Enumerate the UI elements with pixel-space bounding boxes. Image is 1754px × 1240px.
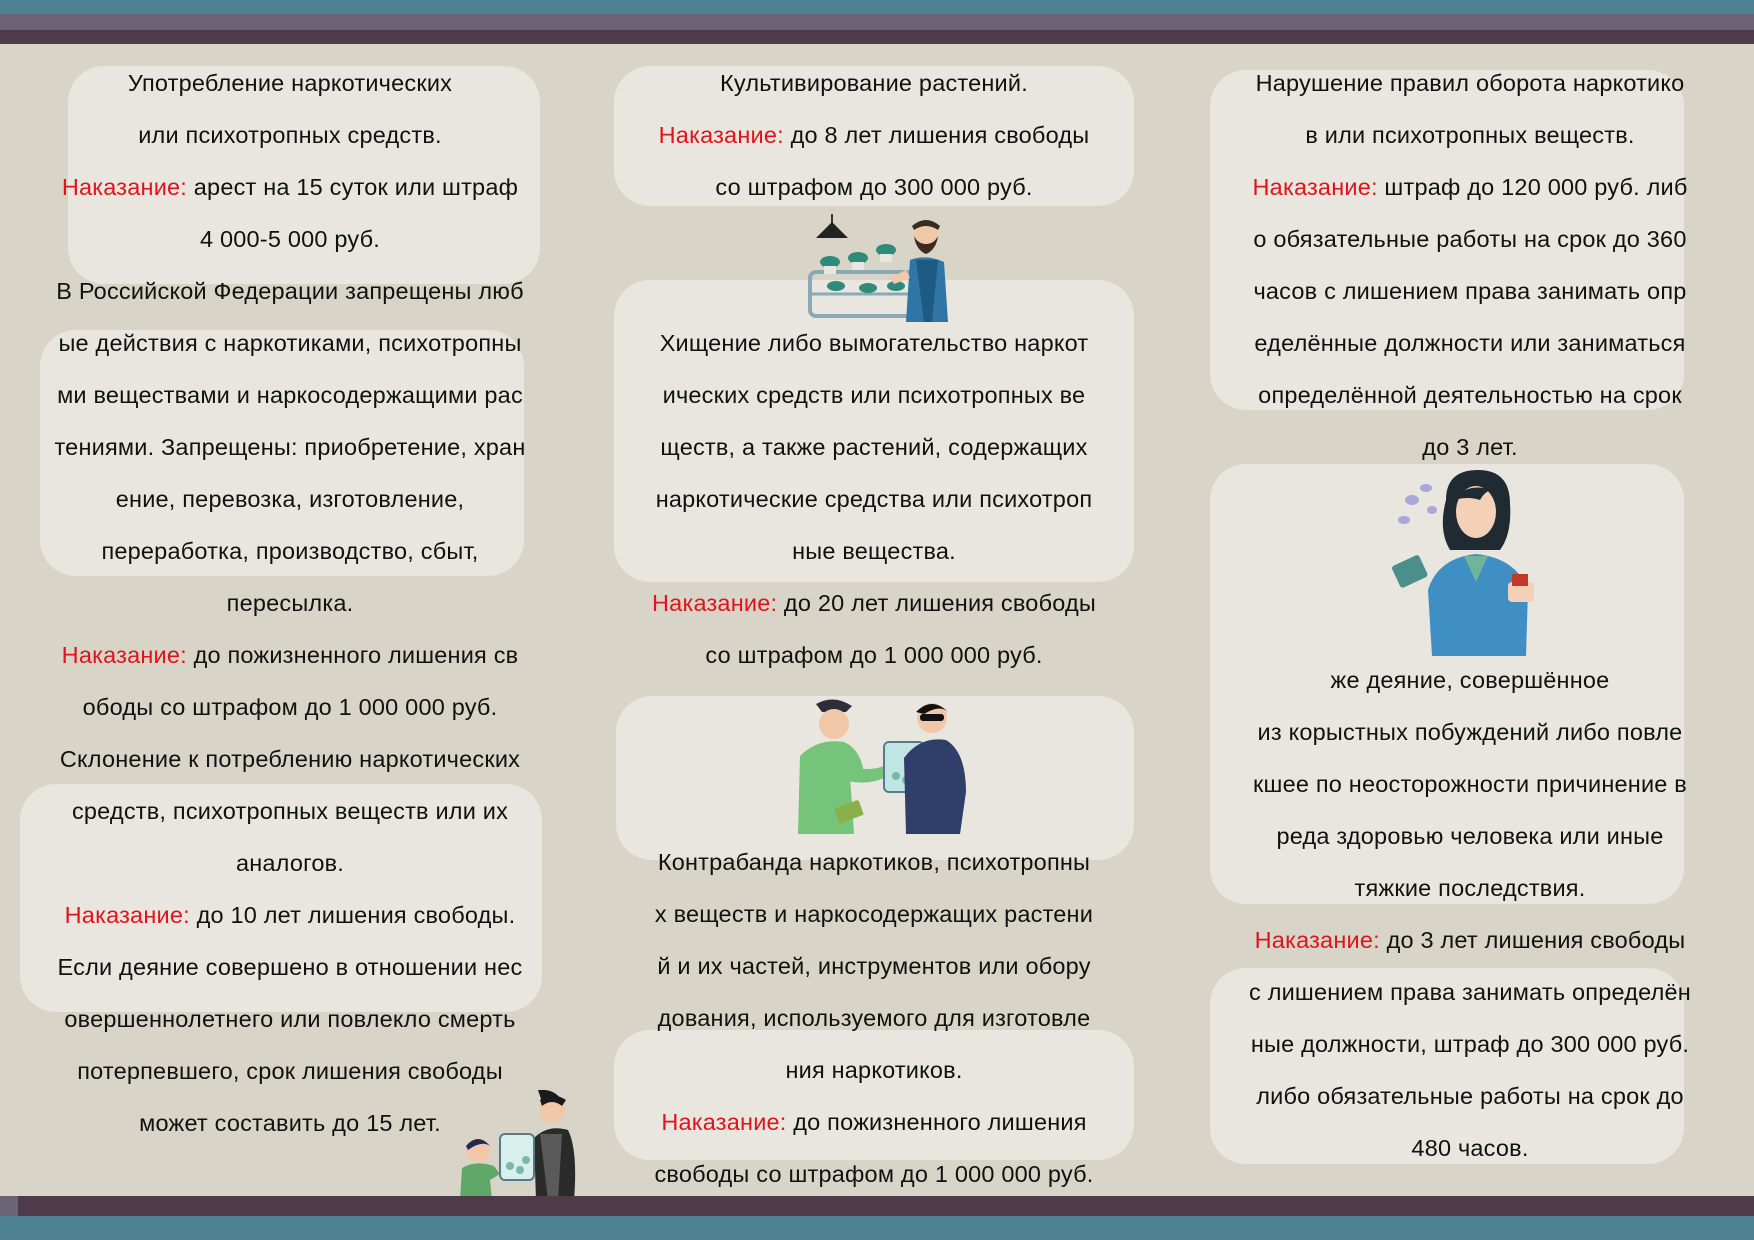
penalty-line: еделённые должности или заниматься	[1254, 330, 1686, 356]
text-line: потерпевшего, срок лишения свободы	[77, 1058, 503, 1084]
text-line: х веществ и наркосодержащих растени	[654, 901, 1094, 927]
text-line: ные вещества.	[792, 538, 956, 564]
text-line: ми веществами и наркосодержащими рас	[57, 382, 523, 408]
penalty-line: о обязательные работы на срок до 360	[1253, 226, 1687, 252]
penalty-text: штраф до 120 000 руб. либ	[1377, 174, 1688, 200]
penalty-text: до 10 лет лишения свободы.	[189, 902, 516, 928]
penalty-line: определённой деятельностью на срок	[1258, 382, 1682, 408]
penalty-line: с лишением права занимать определён	[1249, 979, 1691, 1005]
text-line: ые действия с наркотиками, психотропны	[58, 330, 522, 356]
text-line: Нарушение правил оборота наркотико	[1255, 70, 1685, 96]
penalty-line	[1200, 914, 1740, 966]
text-line: овершеннолетнего или повлекло смерть	[64, 1006, 516, 1032]
column-1	[20, 57, 560, 1149]
frame-bottom-gray	[0, 1196, 18, 1216]
penalty-line: часов с лишением права занимать опр	[1253, 278, 1687, 304]
penalty-label: Наказание:	[1252, 174, 1378, 200]
penalty-line: со штрафом до 300 000 руб.	[715, 174, 1033, 200]
text-line: реда здоровью человека или иные	[1276, 823, 1664, 849]
text-line: или психотропных средств.	[138, 122, 442, 148]
adult-child-jar-illustration	[450, 1090, 600, 1200]
penalty-line: со штрафом до 1 000 000 руб.	[705, 642, 1043, 668]
penalty-line: до 3 лет.	[1422, 434, 1518, 460]
penalty-text: до 3 лет лишения свободы	[1379, 927, 1686, 953]
penalty-line: 480 часов.	[1411, 1135, 1529, 1161]
penalty-line	[1200, 161, 1740, 213]
penalty-label: Наказание:	[652, 590, 778, 616]
penalty-label: Наказание:	[61, 642, 187, 668]
penalty-label: Наказание:	[61, 174, 188, 200]
text-line: ободы со штрафом до 1 000 000 руб.	[82, 694, 498, 720]
penalty-text: до пожизненного лишения	[786, 1109, 1087, 1135]
text-line: В Российской Федерации запрещены люб	[56, 278, 524, 304]
penalty-line	[604, 1096, 1144, 1148]
column-3-top	[1200, 57, 1740, 473]
column-2-mid	[604, 317, 1144, 681]
frame-top-gray	[0, 14, 1754, 30]
text-line: средств, психотропных веществ или их	[71, 798, 509, 824]
penalty-label: Наказание:	[661, 1109, 787, 1135]
frame-bottom-plum	[18, 1196, 1754, 1216]
text-line: аналогов.	[235, 850, 345, 876]
penalty-text: до пожизненного лишения св	[186, 642, 519, 668]
penalty-label: Наказание:	[658, 122, 784, 148]
text-line: наркотические средства или психотроп	[655, 486, 1093, 512]
penalty-line: свободы со штрафом до 1 000 000 руб.	[654, 1161, 1094, 1187]
text-line: в или психотропных веществ.	[1305, 122, 1635, 148]
text-line: Хищение либо вымогательство наркот	[659, 330, 1089, 356]
penalty-line	[604, 109, 1144, 161]
text-line: пересылка.	[226, 590, 354, 616]
text-line: ение, перевозка, изготовление,	[115, 486, 465, 512]
text-line: может составить до 15 лет.	[139, 1110, 441, 1136]
drug-deal-illustration	[788, 696, 970, 834]
text-line: переработка, производство, сбыт,	[101, 538, 479, 564]
text-line: Склонение к потреблению наркотических	[59, 746, 521, 772]
woman-with-pills-illustration	[1388, 470, 1558, 656]
text-line: ических средств или психотропных ве	[662, 382, 1086, 408]
text-line: Употребление наркотических	[127, 70, 453, 96]
text-line: 4 000-5 000 руб.	[200, 226, 380, 252]
penalty-text: до 20 лет лишения свободы	[777, 590, 1096, 616]
penalty-text: до 8 лет лишения свободы	[783, 122, 1090, 148]
text-line: тяжкие последствия.	[1354, 875, 1586, 901]
text-line: Контрабанда наркотиков, психотропны	[657, 849, 1091, 875]
penalty-line	[20, 889, 560, 941]
penalty-line	[20, 629, 560, 681]
penalty-label: Наказание:	[1254, 927, 1380, 953]
text-line: й и их частей, инструментов или обору	[657, 953, 1091, 979]
penalty-line	[20, 161, 560, 213]
text-line: же деяние, совершённое	[1330, 667, 1610, 693]
column-3-bottom	[1200, 654, 1740, 1174]
column-2-top	[604, 57, 1144, 213]
heading-cultivation: Культивирование растений.	[720, 70, 1028, 96]
frame-bottom-teal	[0, 1216, 1754, 1240]
penalty-text: арест на 15 суток или штраф	[187, 174, 519, 200]
text-line: из корыстных побуждений либо повле	[1257, 719, 1683, 745]
column-2-bottom	[604, 836, 1144, 1200]
penalty-line	[604, 577, 1144, 629]
penalty-line: ные должности, штраф до 300 000 руб.	[1250, 1031, 1690, 1057]
frame-top-plum	[0, 30, 1754, 44]
text-line: ния наркотиков.	[785, 1057, 963, 1083]
text-line: дования, используемого для изготовле	[657, 1005, 1091, 1031]
man-with-plants-illustration	[806, 210, 966, 326]
text-line: кшее по неосторожности причинение в	[1253, 771, 1687, 797]
text-line: тениями. Запрещены: приобретение, хран	[54, 434, 526, 460]
text-line: ществ, а также растений, содержащих	[660, 434, 1088, 460]
text-line: Если деяние совершено в отношении нес	[57, 954, 523, 980]
penalty-line: либо обязательные работы на срок до	[1256, 1083, 1684, 1109]
penalty-label: Наказание:	[64, 902, 190, 928]
